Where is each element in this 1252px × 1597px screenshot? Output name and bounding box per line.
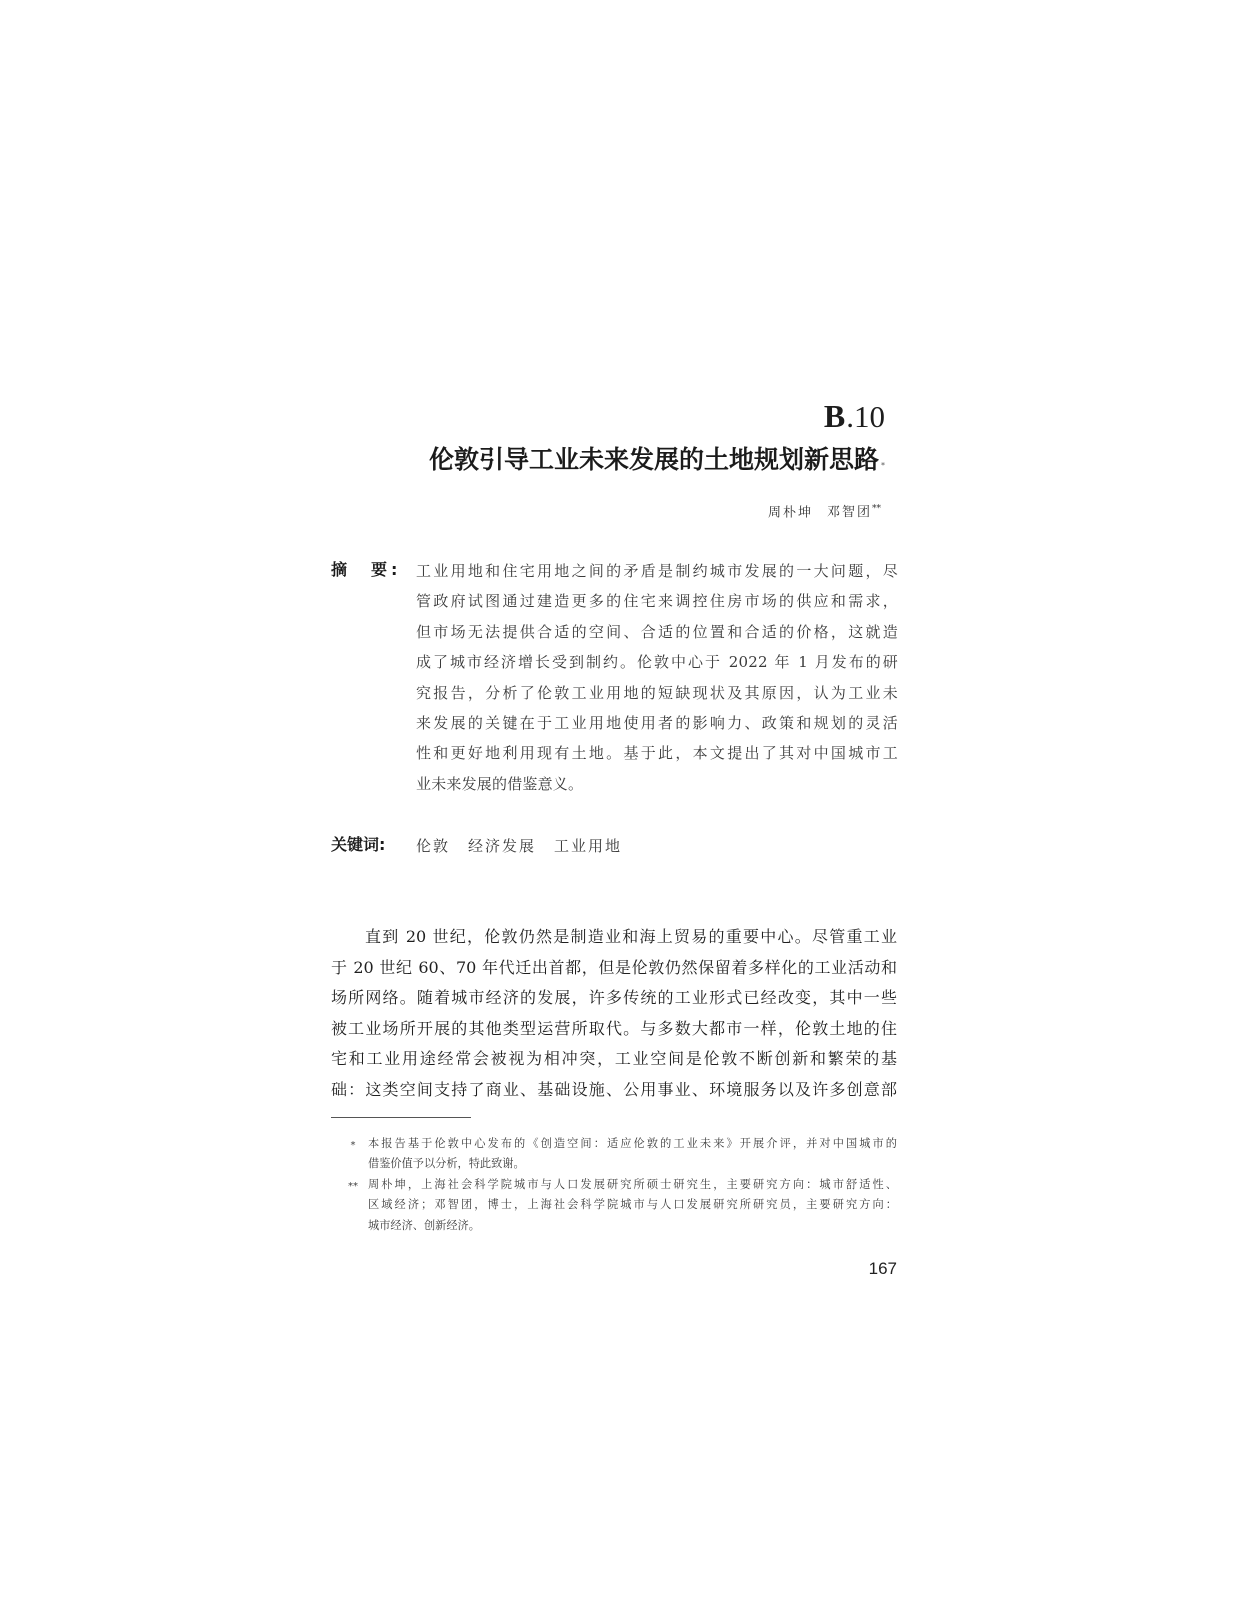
- keywords-list: [416, 831, 640, 861]
- abstract-line: 来发展的关键在于工业用地使用者的影响力、政策和规划的灵活: [416, 713, 898, 732]
- author-line: [600, 499, 881, 523]
- body-line: 场所网络。随着城市经济的发展，许多传统的工业形式已经改变，其中一些: [331, 988, 897, 1008]
- author-second: 邓智团: [826, 505, 872, 521]
- footnote-line: 周朴坤，上海社会科学院城市与人口发展研究所硕士研究生，主要研究方向：城市舒适性、: [368, 1177, 897, 1191]
- body-line: 直到 20 世纪，伦敦仍然是制造业和海上贸易的重要中心。尽管重工业: [365, 927, 897, 946]
- body-line: 宅和工业用途经常会被视为相冲突，工业空间是伦敦不断创新和繁荣的基: [331, 1049, 897, 1069]
- keyword: 经济发展: [468, 837, 537, 855]
- chapter-code: [700, 396, 885, 437]
- abstract-line: 工业用地和住宅用地之间的矛盾是制约城市发展的一大问题，尽: [416, 562, 898, 580]
- footnote: [341, 1175, 897, 1236]
- title-footnote-mark: *: [881, 461, 885, 470]
- title-text: 伦敦引导工业未来发展的土地规划新思路: [428, 445, 879, 474]
- footnote-mark: *: [350, 1140, 356, 1151]
- abstract-line: 但市场无法提供合适的空间、合适的位置和合适的价格，这就造: [416, 622, 898, 641]
- footnotes: [341, 1134, 897, 1236]
- body-line: 被工业场所开展的其他类型运营所取代。与多数大都市一样，伦敦土地的住: [331, 1018, 897, 1038]
- footnote: [341, 1134, 897, 1175]
- article-title: [300, 440, 885, 480]
- abstract-line: 性和更好地利用现有土地。基于此，本文提出了其对中国城市工: [416, 744, 898, 763]
- abstract-line: 管政府试图通过建造更多的住宅来调控住房市场的供应和需求，: [416, 592, 898, 611]
- keywords-label: 关键词:: [331, 835, 386, 854]
- footnote-line: 借鉴价值予以分析，特此致谢。: [368, 1157, 525, 1171]
- body-paragraph: [331, 922, 897, 1106]
- footnote-line: 城市经济、创新经济。: [368, 1218, 480, 1232]
- abstract-line: 究报告，分析了伦敦工业用地的短缺现状及其原因，认为工业未: [416, 683, 898, 702]
- page-number: 167: [868, 1259, 897, 1278]
- body-line: 础：这类空间支持了商业、基础设施、公用事业、环境服务以及许多创意部: [331, 1079, 897, 1099]
- chapter-letter: B: [823, 398, 847, 434]
- footnote-mark: **: [348, 1180, 358, 1192]
- abstract-line: 成了城市经济增长受到制约。伦敦中心于 2022 年 1 月发布的研: [416, 653, 898, 672]
- chapter-number: .10: [846, 399, 885, 434]
- abstract-text: [416, 556, 898, 799]
- abstract-label: 摘 要:: [331, 560, 402, 579]
- keyword: 伦敦: [416, 837, 451, 855]
- author-first: 周朴坤: [767, 505, 813, 521]
- footnote-divider: [331, 1117, 471, 1118]
- author-footnote-mark: **: [872, 504, 881, 514]
- keyword: 工业用地: [554, 837, 623, 855]
- footnote-line: 区域经济；邓智团，博士，上海社会科学院城市与人口发展研究所研究员，主要研究方向：: [368, 1198, 897, 1212]
- body-line: 于 20 世纪 60、70 年代迁出首都，但是伦敦仍然保留着多样化的工业活动和: [331, 957, 897, 977]
- footnote-line: 本报告基于伦敦中心发布的《创造空间：适应伦敦的工业未来》开展介评，并对中国城市的: [368, 1137, 897, 1150]
- abstract-line: 业未来发展的借鉴意义。: [416, 774, 584, 793]
